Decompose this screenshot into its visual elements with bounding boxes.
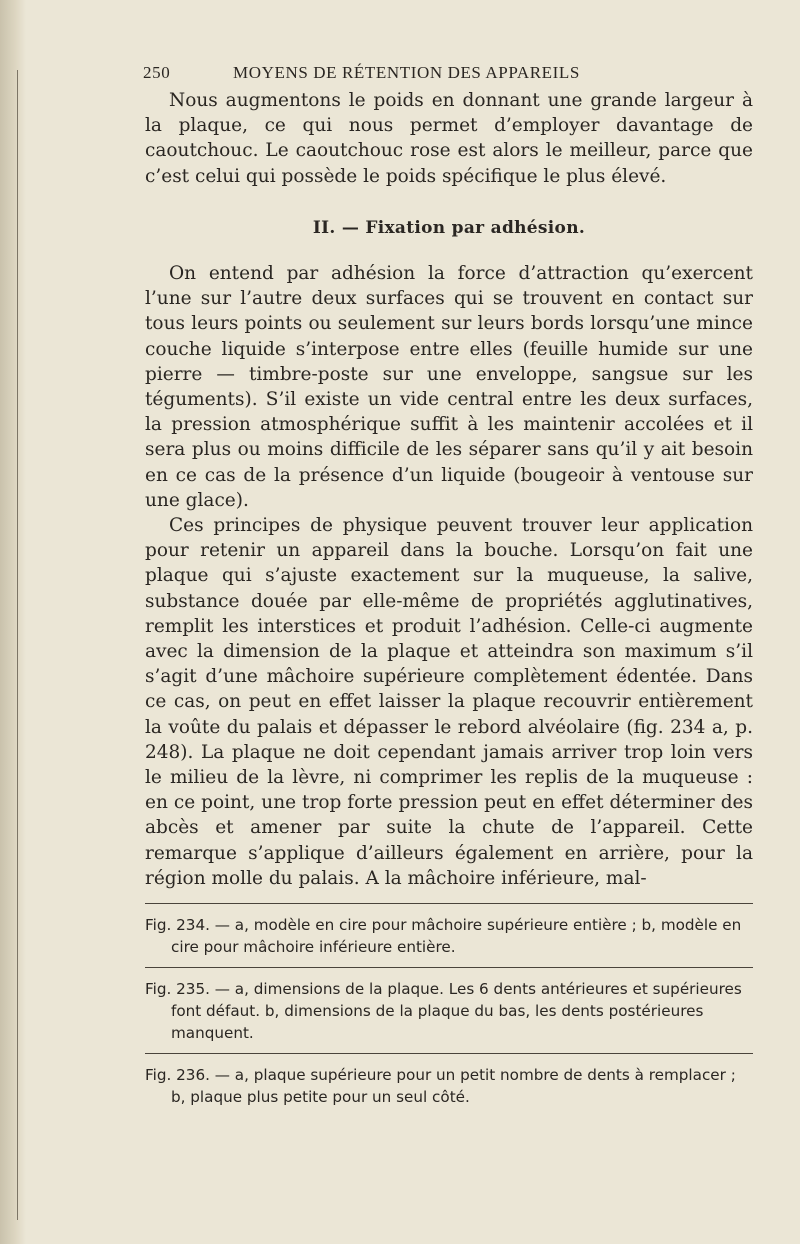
caption-fig-234: Fig. 234. — a, modèle en cire pour mâchoire supérieure entière ; b, modèle en cire pour mâchoire inférieure entière. [145,916,742,957]
page-number: 250 [143,63,171,82]
figure-captions [145,903,753,1117]
binding-edge-line [17,70,18,1220]
paragraph-weight: Nous augmentons le poids en donnant une grande largeur à la plaque, ce qui nous permet d’employer davantage de caoutchouc. Le caoutchouc rose est alors le meilleur, parce que c’est celui qui possède le poids spécifique le plus élevé. [145,90,753,187]
page-binding [0,0,26,1244]
caption-fig-236: Fig. 236. — a, plaque supérieure pour un petit nombre de dents à remplacer ; b, plaque plus petite pour un seul côté. [145,1066,736,1107]
running-title: MOYENS DE RÉTENTION DES APPAREILS [233,63,580,82]
paragraph-adhesion-definition: On entend par adhésion la force d’attraction qu’exercent l’une sur l’autre deux surfaces qui se trouvent en contact sur tous leurs points ou seulement sur leurs bords lorsqu’une mince couche liquide s’interpose entre elles (feuille humide sur une pierre — timbre-poste sur une enveloppe, sangsue sur les téguments). S’il existe un vide central entre les deux surfaces, la pression atmosphérique suffit à les maintenir accolées et il sera plus ou moins difficile de les séparer sans qu’il y ait besoin en ce cas de la présence d’un liquide (bougeoir à ventouse sur une glace). [145,263,753,511]
paragraph-application: Ces principes de physique peuvent trouver leur application pour retenir un appareil dans la bouche. Lorsqu’on fait une plaque qui s’ajuste exactement sur la muqueuse, la salive, substance douée par elle-même de propriétés agglutinatives, remplit les interstices et produit l’adhésion. Celle-ci augmente avec la dimension de la plaque et atteindra son maximum s’il s’agit d’une mâchoire supérieure complètement édentée. Dans ce cas, on peut en effet laisser la plaque recouvrir entièrement la voûte du palais et dépasser le rebord alvéolaire (fig. 234 a, p. 248). La plaque ne doit cependant jamais arriver trop loin vers le milieu de la lèvre, ni comprimer les replis de la muqueuse : en ce point, une trop forte pression peut en effet déterminer des abcès et amener par suite la chute de l’appareil. Cette remarque s’applique d’ailleurs également en arrière, pour la région molle du palais. A la mâchoire inférieure, mal- [145,515,753,889]
caption-fig-235: Fig. 235. — a, dimensions de la plaque. Les 6 dents antérieures et supérieures font défaut. b, dimensions de la plaque du bas, les dents postérieures manquent. [145,980,742,1043]
book-page [145,58,753,1117]
body-text [145,88,753,891]
running-head [145,58,753,88]
section-title: II. — Fixation par adhésion. [312,217,586,238]
